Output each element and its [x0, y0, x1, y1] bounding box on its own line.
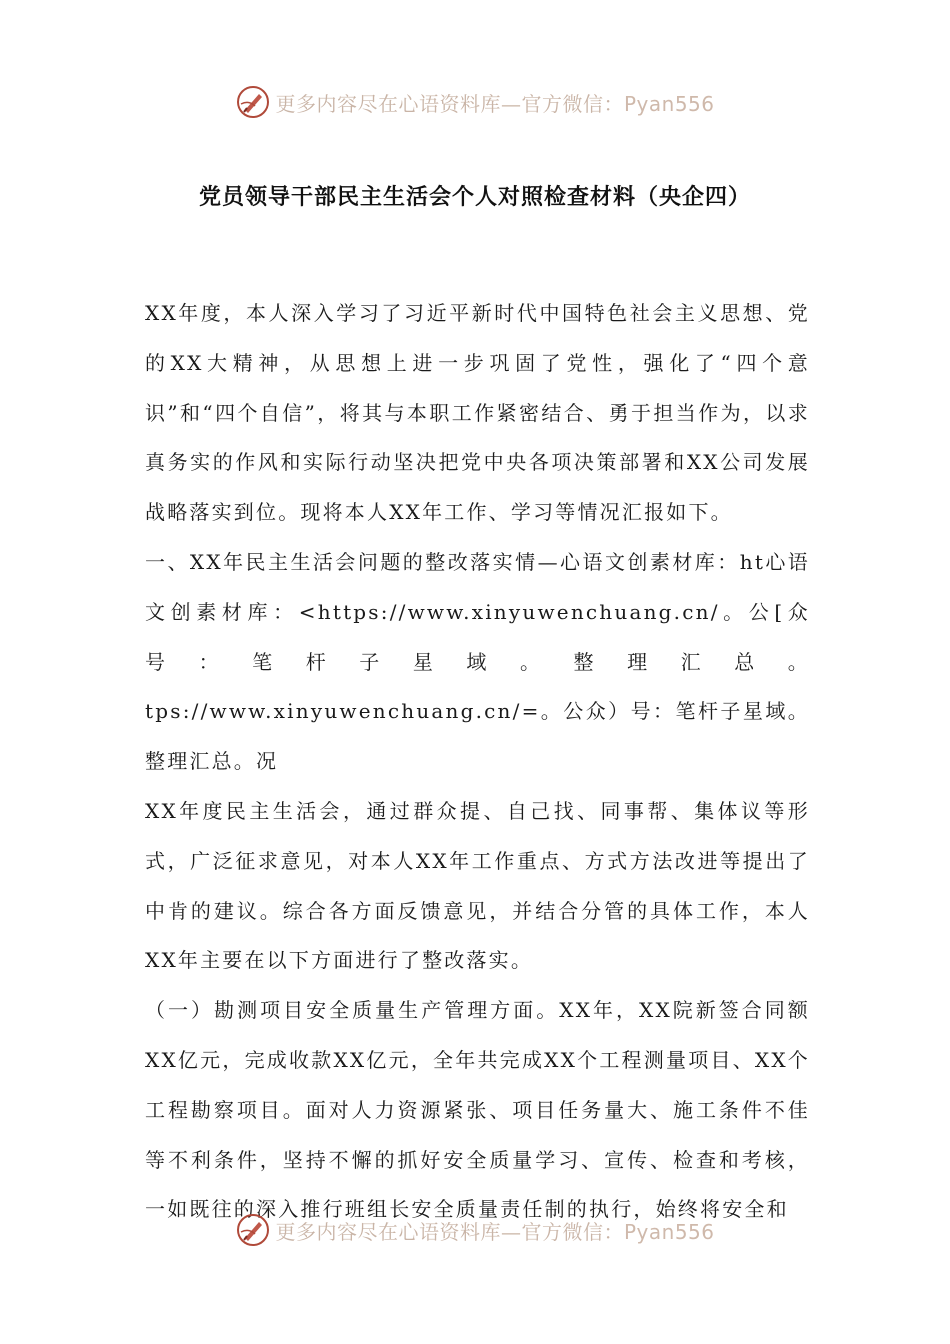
footer-watermark-banner	[0, 1208, 950, 1252]
paragraph-section-one-body: XX年度民主生活会，通过群众提、自己找、同事帮、集体议等形式，广泛征求意见，对本人XX年工作重点、方式方法改进等提出了中肯的建议。综合各方面反馈意见，并结合分管的具体工作，本人XX年主要在以下方面进行了整改落实。	[145, 798, 810, 973]
paragraph-intro: XX年度，本人深入学习了习近平新时代中国特色社会主义思想、党的XX大精神，从思想上进一步巩固了党性，强化了“四个意识”和“四个自信”，将其与本职工作紧密结合、勇于担当作为，以求真务实的作风和实际行动坚决把党中央各项决策部署和XX公司发展战略落实到位。现将本人XX年工作、学习等情况汇报如下。	[145, 301, 810, 525]
document-body	[145, 289, 810, 1235]
header-watermark-banner	[0, 80, 950, 124]
quill-pen-seal-icon	[235, 84, 271, 120]
paragraph-section-one-heading: 一、XX年民主生活会问题的整改落实情—心语文创素材库：ht心语文创素材库：<https://www.xinyuwenchuang.cn/。公[众号：笔杆子星域。整理汇总。tps://www.xinyuwenchuang.cn/=。公众）号：笔杆子星域。整理汇总。况	[145, 549, 810, 774]
quill-pen-seal-icon	[235, 1212, 271, 1248]
document-title: 党员领导干部民主生活会个人对照检查材料（央企四）	[198, 185, 751, 210]
paragraph-subsection-one: （一）勘测项目安全质量生产管理方面。XX年，XX院新签合同额XX亿元，完成收款XX亿元，全年共完成XX个工程测量项目、XX个工程勘察项目。面对人力资源紧张、项目任务量大、施工条件不佳等不利条件，坚持不懈的抓好安全质量学习、宣传、检查和考核，一如既往的深入推行班组长安全质量责任制的执行，始终将安全和	[145, 998, 810, 1222]
watermark-text: 更多内容尽在心语资料库—官方微信：Pyan556	[275, 1219, 715, 1244]
watermark-text: 更多内容尽在心语资料库—官方微信：Pyan556	[275, 91, 715, 116]
